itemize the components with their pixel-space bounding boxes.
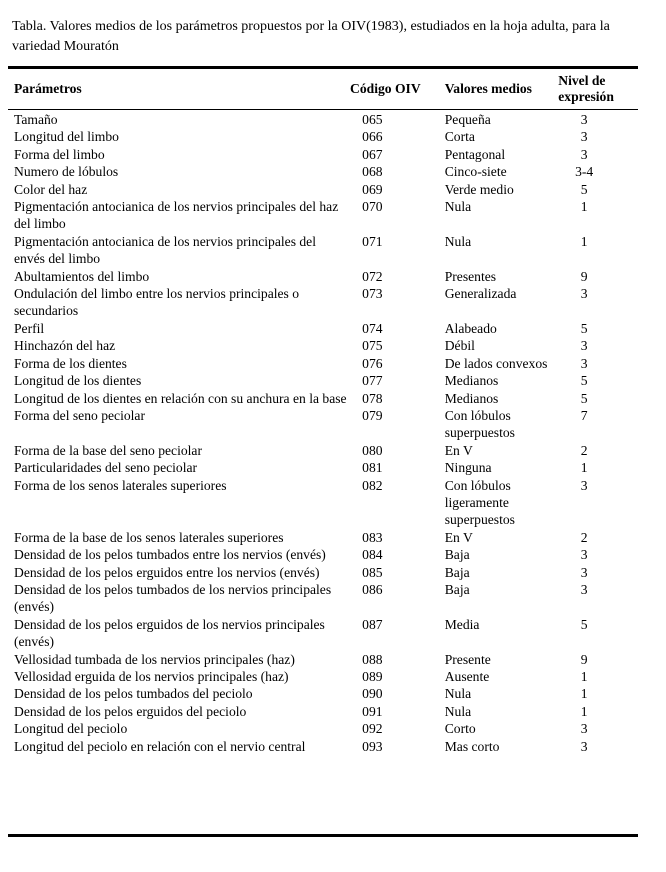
code-cell: 071 xyxy=(362,233,383,249)
level-cell: 3-4 xyxy=(575,164,594,180)
level-cell: 3 xyxy=(580,477,588,493)
level-cell: 1 xyxy=(580,686,588,702)
value-cell: Baja xyxy=(444,547,470,563)
value-cell: Pentagonal xyxy=(444,146,506,162)
value-cell: Con lóbulos ligeramente superpuestos xyxy=(444,477,515,528)
parameters-table xyxy=(8,70,638,755)
level-cell: 1 xyxy=(580,703,588,719)
level-cell: 3 xyxy=(580,338,588,354)
param-cell: Longitud de los dientes xyxy=(14,373,142,389)
table-row xyxy=(8,146,638,163)
param-cell: Forma de la base del seno peciolar xyxy=(14,442,202,458)
table-row xyxy=(8,685,638,702)
table-row xyxy=(8,390,638,407)
table-row xyxy=(8,564,638,581)
level-cell: 3 xyxy=(580,355,588,371)
level-cell: 2 xyxy=(580,442,588,458)
value-cell: Medianos xyxy=(444,390,499,406)
param-cell: Densidad de los pelos tumbados entre los nervios (envés) xyxy=(14,547,326,563)
param-cell: Densidad de los pelos erguidos entre los nervios (envés) xyxy=(14,564,320,580)
table-row xyxy=(8,128,638,145)
value-cell: Con lóbulos superpuestos xyxy=(444,407,515,441)
param-cell: Densidad de los pelos tumbados de los nervios principales (envés) xyxy=(14,581,332,615)
level-cell: 3 xyxy=(580,112,588,127)
code-cell: 066 xyxy=(362,129,383,145)
value-cell: Baja xyxy=(444,581,470,597)
table-row xyxy=(8,616,638,651)
header-parametros: Parámetros xyxy=(14,81,82,96)
code-cell: 075 xyxy=(362,338,383,354)
code-cell: 079 xyxy=(362,407,383,423)
value-cell: Corto xyxy=(444,721,476,737)
level-cell: 1 xyxy=(580,460,588,476)
code-cell: 085 xyxy=(362,564,383,580)
code-cell: 090 xyxy=(362,686,383,702)
table-row xyxy=(8,651,638,668)
param-cell: Hinchazón del haz xyxy=(14,338,116,354)
table-body xyxy=(8,108,638,755)
level-cell: 3 xyxy=(580,581,588,597)
param-cell: Color del haz xyxy=(14,181,88,197)
param-cell: Vellosidad erguida de los nervios principales (haz) xyxy=(14,669,289,684)
level-cell: 3 xyxy=(580,129,588,145)
param-cell: Vellosidad tumbada de los nervios principales (haz) xyxy=(14,651,295,667)
code-cell: 065 xyxy=(362,112,383,127)
level-cell: 3 xyxy=(580,146,588,162)
level-cell: 3 xyxy=(580,547,588,563)
code-cell: 092 xyxy=(362,721,383,737)
value-cell: Corta xyxy=(444,129,475,145)
bottom-rule xyxy=(8,834,638,837)
code-cell: 077 xyxy=(362,373,383,389)
param-cell: Densidad de los pelos erguidos del peciolo xyxy=(14,703,247,719)
table-row xyxy=(8,372,638,389)
table-row xyxy=(8,738,638,755)
table-row xyxy=(8,320,638,337)
code-cell: 091 xyxy=(362,703,383,719)
code-cell: 081 xyxy=(362,460,383,476)
level-cell: 2 xyxy=(580,529,588,545)
value-cell: Ausente xyxy=(444,669,490,684)
param-cell: Densidad de los pelos tumbados del peciolo xyxy=(14,686,253,702)
value-cell: Cinco-siete xyxy=(444,164,507,180)
table-row xyxy=(8,668,638,685)
param-cell: Longitud del peciolo en relación con el nervio central xyxy=(14,738,306,754)
value-cell: Ninguna xyxy=(444,460,492,476)
code-cell: 076 xyxy=(362,355,383,371)
table-row xyxy=(8,268,638,285)
value-cell: Alabeado xyxy=(444,320,497,336)
code-cell: 080 xyxy=(362,442,383,458)
level-cell: 7 xyxy=(580,407,588,423)
value-cell: Débil xyxy=(444,338,475,354)
value-cell: Nula xyxy=(444,686,472,702)
value-cell: Presentes xyxy=(444,268,497,284)
value-cell: Media xyxy=(444,616,480,632)
table-row xyxy=(8,442,638,459)
table-row xyxy=(8,720,638,737)
table-row xyxy=(8,581,638,616)
value-cell: Baja xyxy=(444,564,470,580)
param-cell: Longitud de los dientes en relación con su anchura en la base xyxy=(14,390,347,406)
code-cell: 086 xyxy=(362,581,383,597)
top-rule xyxy=(8,66,638,69)
code-cell: 089 xyxy=(362,669,383,684)
code-cell: 084 xyxy=(362,547,383,563)
table-row xyxy=(8,181,638,198)
code-cell: 069 xyxy=(362,181,383,197)
param-cell: Perfil xyxy=(14,320,45,336)
table-row xyxy=(8,477,638,529)
value-cell: Nula xyxy=(444,233,472,249)
table-row xyxy=(8,198,638,233)
code-cell: 072 xyxy=(362,268,383,284)
value-cell: De lados convexos xyxy=(444,355,548,371)
level-cell: 1 xyxy=(580,233,588,249)
value-cell: Pequeña xyxy=(444,112,491,127)
table-row xyxy=(8,285,638,320)
table-row xyxy=(8,355,638,372)
code-cell: 087 xyxy=(362,616,383,632)
value-cell: Nula xyxy=(444,199,472,215)
level-cell: 9 xyxy=(580,651,588,667)
code-cell: 093 xyxy=(362,738,383,754)
value-cell: En V xyxy=(444,529,473,545)
code-cell: 067 xyxy=(362,146,383,162)
table-row xyxy=(8,108,638,128)
value-cell: Medianos xyxy=(444,373,499,389)
level-cell: 5 xyxy=(580,181,588,197)
code-cell: 078 xyxy=(362,390,383,406)
value-cell: Nula xyxy=(444,703,472,719)
header-valores-medios: Valores medios xyxy=(444,81,532,96)
param-cell: Forma de la base de los senos laterales superiores xyxy=(14,529,284,545)
table-row xyxy=(8,546,638,563)
param-cell: Longitud del limbo xyxy=(14,129,119,145)
table-header-row xyxy=(8,70,638,108)
table-row xyxy=(8,163,638,180)
level-cell: 1 xyxy=(580,199,588,215)
table-caption: Tabla. Valores medios de los parámetros propuestos por la OIV(1983), estudiados en la hoja adulta, para la variedad Mouratón xyxy=(12,19,610,54)
param-cell: Pigmentación antocianica de los nervios principales del haz del limbo xyxy=(14,199,339,232)
value-cell: Verde medio xyxy=(444,181,514,197)
table-row xyxy=(8,337,638,354)
level-cell: 5 xyxy=(580,373,588,389)
level-cell: 3 xyxy=(580,286,588,302)
level-cell: 3 xyxy=(580,738,588,754)
code-cell: 088 xyxy=(362,651,383,667)
param-cell: Ondulación del limbo entre los nervios principales o secundarios xyxy=(14,286,300,319)
value-cell: Generalizada xyxy=(444,286,517,302)
param-cell: Densidad de los pelos erguidos de los nervios principales (envés) xyxy=(14,616,325,650)
param-cell: Longitud del peciolo xyxy=(14,721,128,737)
code-cell: 073 xyxy=(362,286,383,302)
value-cell: Mas corto xyxy=(444,738,500,754)
header-nivel-expresion: Nivel de expresión xyxy=(558,73,614,104)
table-row xyxy=(8,703,638,720)
param-cell: Abultamientos del limbo xyxy=(14,268,150,284)
param-cell: Forma de los senos laterales superiores xyxy=(14,477,227,493)
value-cell: En V xyxy=(444,442,473,458)
table-row xyxy=(8,407,638,442)
code-cell: 083 xyxy=(362,529,383,545)
code-cell: 082 xyxy=(362,477,383,493)
code-cell: 074 xyxy=(362,320,383,336)
level-cell: 5 xyxy=(580,320,588,336)
table-row xyxy=(8,233,638,268)
level-cell: 1 xyxy=(580,669,588,684)
table-row xyxy=(8,459,638,476)
value-cell: Presente xyxy=(444,651,491,667)
level-cell: 5 xyxy=(580,390,588,406)
level-cell: 3 xyxy=(580,564,588,580)
level-cell: 3 xyxy=(580,721,588,737)
param-cell: Forma de los dientes xyxy=(14,355,127,371)
code-cell: 070 xyxy=(362,199,383,215)
param-cell: Numero de lóbulos xyxy=(14,164,119,180)
param-cell: Tamaño xyxy=(14,112,58,127)
param-cell: Pigmentación antocianica de los nervios principales del envés del limbo xyxy=(14,233,316,267)
code-cell: 068 xyxy=(362,164,383,180)
header-codigo-oiv: Código OIV xyxy=(350,81,421,96)
param-cell: Forma del limbo xyxy=(14,146,105,162)
level-cell: 5 xyxy=(580,616,588,632)
param-cell: Particularidades del seno peciolar xyxy=(14,460,198,476)
table-row xyxy=(8,529,638,546)
level-cell: 9 xyxy=(580,268,588,284)
param-cell: Forma del seno peciolar xyxy=(14,407,145,423)
